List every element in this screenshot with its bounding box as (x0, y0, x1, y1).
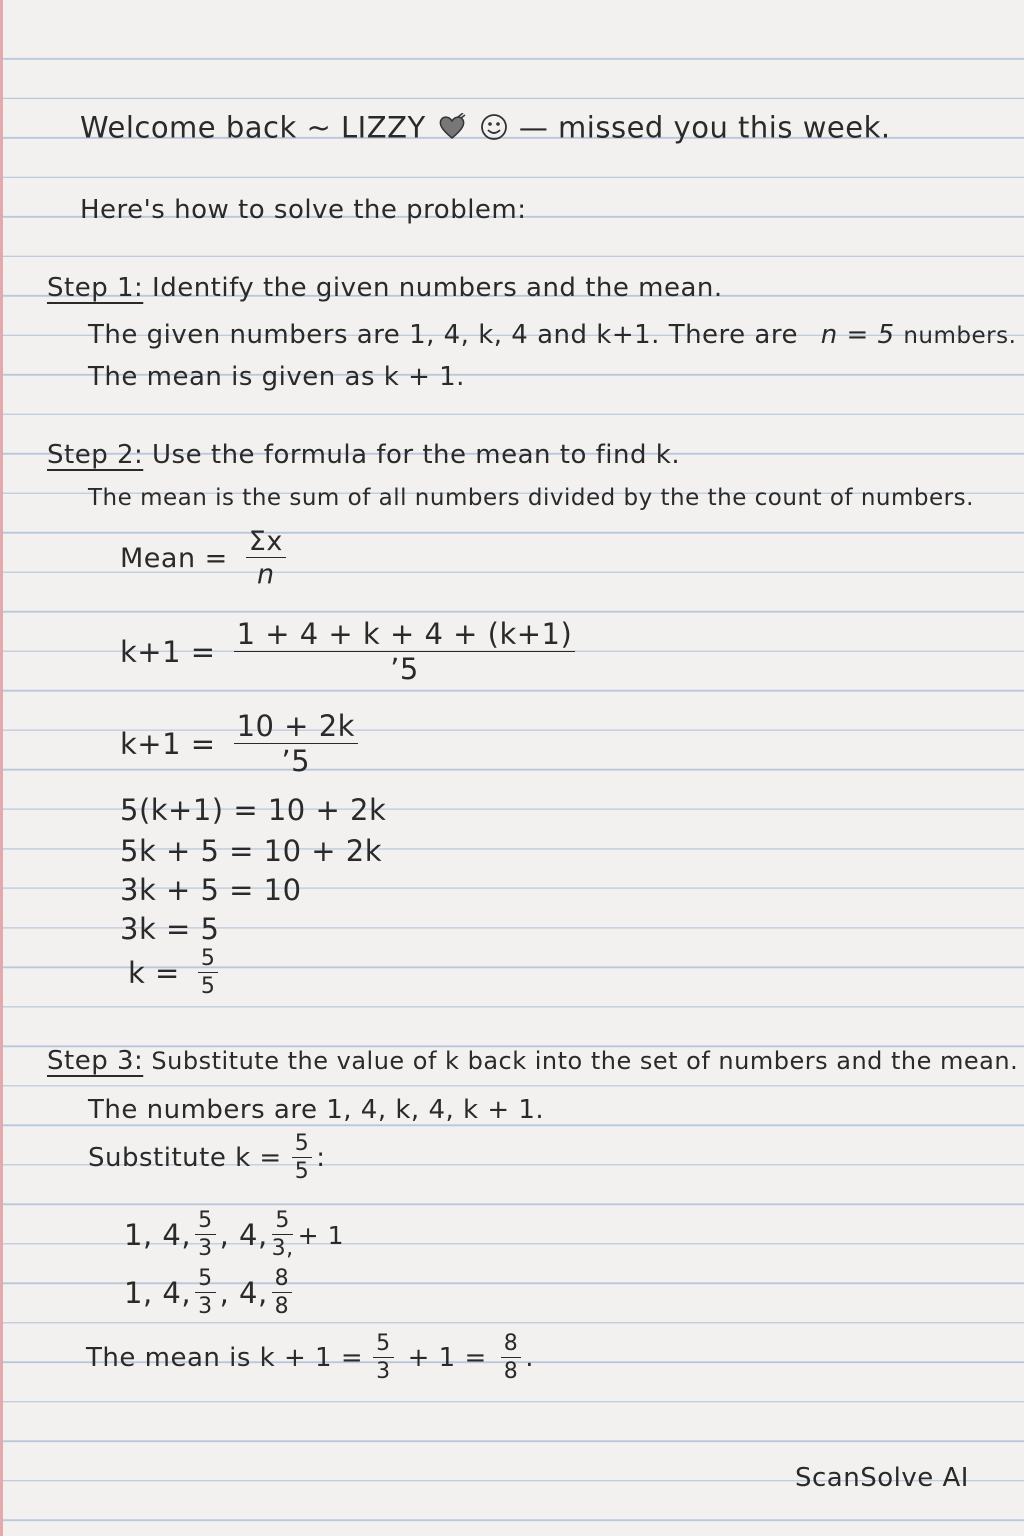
step2-heading (47, 442, 680, 468)
greeting-line (80, 112, 891, 147)
step3-line1: The numbers are 1, 4, k, 4, k + 1. (88, 1095, 545, 1125)
greeting-prefix: Welcome back ~ LIZZY (80, 110, 426, 145)
footer-brand: ScanSolve AI (795, 1463, 969, 1493)
step1-heading (47, 275, 723, 301)
equation-4: 5k + 5 = 10 + 2k (120, 834, 383, 868)
fraction-denominator: 5 (200, 974, 216, 999)
equation-2-fraction (234, 709, 358, 778)
equation-2-lhs: k+1 = (120, 727, 216, 761)
fraction-numerator: 5 (272, 1210, 293, 1235)
equation-5: 3k + 5 = 10 (120, 873, 302, 907)
set2-part-a: 1, 4, (124, 1276, 192, 1310)
equation-1 (120, 617, 579, 686)
set2-part-b: , 4, (219, 1276, 268, 1310)
step3-heading (47, 1048, 1018, 1074)
step1-label: Step 1: (47, 273, 144, 303)
set1-part-c: + 1 (297, 1220, 344, 1250)
fraction-numerator: 5 (292, 1133, 313, 1158)
set1-part-b: , 4, (219, 1218, 268, 1252)
step1-line2: The mean is given as k + 1. (88, 362, 465, 392)
number-set-1 (124, 1210, 344, 1260)
greeting-suffix: — missed you this week. (518, 110, 891, 145)
step2-title: Use the formula for the mean to find k. (152, 440, 681, 470)
mean-result-fraction-1 (373, 1333, 394, 1383)
fraction-denominator: 5 (294, 1159, 310, 1184)
set2-fraction-1 (195, 1268, 216, 1318)
fraction-denominator: 3, (271, 1236, 294, 1261)
fraction-denominator: 8 (503, 1359, 519, 1384)
substitute-fraction (292, 1133, 313, 1183)
step2-description: The mean is the sum of all numbers divided by the the count of numbers. (88, 485, 974, 511)
mean-result-period: . (525, 1343, 535, 1373)
fraction-denominator: 3 (376, 1359, 391, 1384)
fraction-numerator: 5 (198, 948, 219, 973)
substitute-colon: : (316, 1143, 326, 1173)
substitute-text: Substitute k = (88, 1143, 282, 1173)
fraction-denominator: 3 (198, 1294, 213, 1319)
mean-result-plus: + 1 = (407, 1343, 487, 1373)
set1-part-a: 1, 4, (124, 1218, 192, 1252)
step1-n-value: n = 5 (820, 320, 895, 350)
number-set-2 (124, 1268, 296, 1318)
fraction-denominator: 3 (198, 1236, 213, 1261)
fraction-numerator: 5 (373, 1333, 394, 1358)
fraction-numerator: Σx (246, 528, 286, 558)
intro-text: Here's how to solve the problem: (80, 195, 527, 225)
equation-7 (128, 948, 222, 998)
equation-1-fraction (234, 617, 576, 686)
fraction-numerator: 1 + 4 + k + 4 + (k+1) (234, 620, 576, 652)
fraction-denominator: ’5 (390, 652, 419, 686)
fraction-denominator: ’5 (281, 744, 311, 778)
equation-3: 5(k+1) = 10 + 2k (120, 793, 387, 827)
margin-line (0, 0, 3, 1536)
fraction-numerator: 8 (272, 1268, 293, 1293)
step1-line1 (88, 322, 1016, 348)
equation-1-lhs: k+1 = (120, 635, 216, 669)
step3-title: Substitute the value of k back into the set of numbers and the mean. (151, 1047, 1019, 1075)
mean-formula-fraction (246, 528, 286, 588)
heart-icon (437, 113, 467, 146)
step2-label: Step 2: (47, 440, 144, 470)
substitute-line (88, 1133, 325, 1183)
set1-fraction-2 (272, 1210, 294, 1260)
smiley-face-icon (479, 112, 509, 147)
mean-formula (120, 528, 290, 588)
step1-line1-end: numbers. (903, 323, 1017, 349)
equation-6: 3k = 5 (120, 912, 220, 946)
mean-result-fraction-2 (501, 1333, 522, 1383)
set1-fraction-1 (195, 1210, 216, 1260)
fraction-numerator: 10 + 2k (234, 712, 358, 744)
equation-7-lhs: k = (128, 956, 180, 990)
equation-7-fraction (198, 948, 219, 998)
fraction-denominator: n (256, 559, 275, 590)
step1-line1-text: The given numbers are 1, 4, k, 4 and k+1. There are (88, 320, 798, 350)
step1-title: Identify the given numbers and the mean. (152, 273, 723, 303)
fraction-numerator: 5 (195, 1268, 216, 1293)
fraction-denominator: 8 (274, 1294, 290, 1319)
mean-result-line (86, 1333, 534, 1383)
fraction-numerator: 5 (195, 1210, 216, 1235)
equation-2 (120, 709, 362, 778)
mean-result-text: The mean is k + 1 = (86, 1343, 364, 1373)
fraction-numerator: 8 (501, 1333, 522, 1358)
step3-label: Step 3: (47, 1046, 144, 1076)
set2-fraction-2 (272, 1268, 293, 1318)
mean-formula-lhs: Mean = (120, 542, 228, 574)
